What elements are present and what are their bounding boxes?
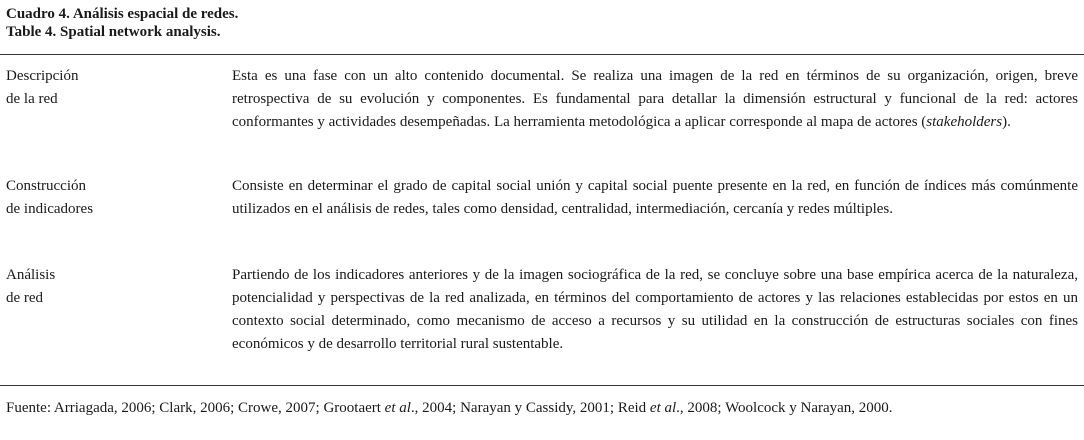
source-text: Fuente: Arriagada, 2006; Clark, 2006; Crowe, 2007; Grootaert [6,400,385,416]
caption-english: Table 4. Spatial network analysis. [6,24,221,40]
row-description [232,65,1078,134]
source-text: ., 2008; Woolcock y Narayan, 2000. [676,400,893,416]
row-description: Partiendo de los indicadores anteriores y de la imagen sociográfica de la red, se concluye sobre una base empírica acerca de la naturaleza, potencialidad y perspectivas de la red analizada, en términos del comportamiento de actores y las relaciones establecidas por estos en un contexto social determinado, como mecanismo de acceso a recursos y su utilidad en la construcción de estructuras sociales con fines económicos y de desarrollo territorial rural sustentable. [232,267,1078,352]
source-text: ., 2004; Narayan y Cassidy, 2001; Reid [410,400,650,416]
top-rule [0,54,1084,55]
description-text-end: ). [1002,114,1011,130]
table-caption [6,5,238,41]
caption-spanish: Cuadro 4. Análisis espacial de redes. [6,6,239,22]
source-italic: et al [649,400,677,416]
source-italic: et al [384,400,411,416]
row-term: Análisis de red [6,267,56,306]
row-term: Descripción de la red [6,68,79,107]
description-text: Esta es una fase con un alto contenido documental. Se realiza una imagen de la red en términos de su organización, origen, breve retrospectiva de su evolución y componentes. Es fundamental para detallar la dimensión estructural y funcional de la red: actores conformantes y actividades desempeñadas. La herramienta metodológica a aplicar corresponde al mapa de actores ( [232,68,1078,130]
description-italic: stakeholders [926,114,1003,130]
row-description: Consiste en determinar el grado de capital social unión y capital social puente presente en la red, en función de índices más comúnmente utilizados en el análisis de redes, tales como densidad, centralidad, intermediación, cercanía y redes múltiples. [232,178,1078,217]
bottom-rule [0,385,1084,386]
row-term: Construcción de indicadores [6,178,94,217]
table-source-note [6,398,1078,419]
